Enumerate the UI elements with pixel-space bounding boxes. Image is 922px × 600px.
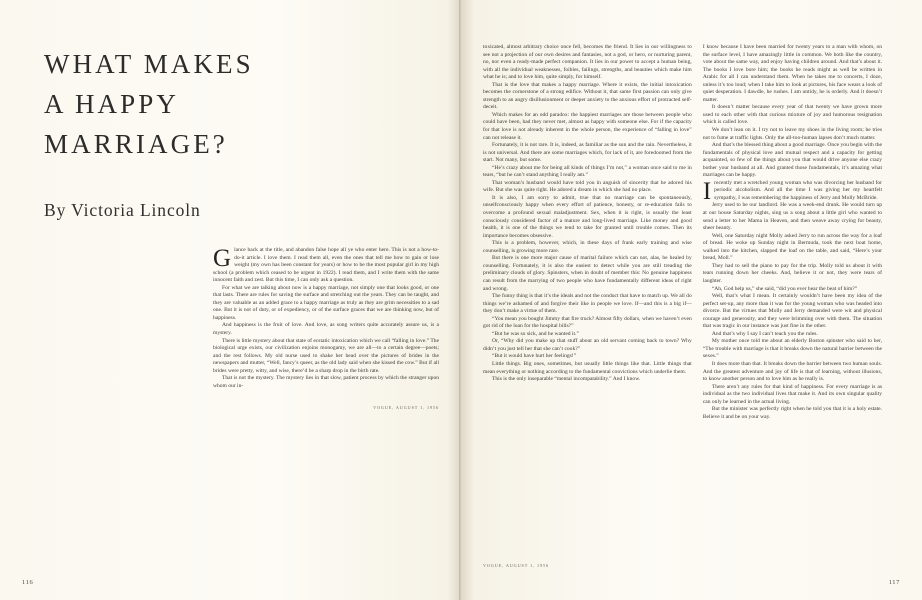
paragraph: It does more than that. It breaks down the barrier between two human souls. And the greatest adventure and joy of life is that of learning, without illusions, to know another person and to love him as he really is. — [702, 360, 882, 383]
paragraph: Well, that’s what I mean. It certainly wouldn’t have been my idea of the perfect set-up, any more than it was for the young woman who was headed into divorce. But the virtues that Molly and Jerry demanded were wit and physical courage and generosity, and they were brimming over with them. The situation that was tragic in our instance was just fine in the other. — [702, 293, 882, 330]
paragraph: I know because I have been married for twenty years to a man with whom, on the surface level, I have amazingly little in common. We both like the country, vote about the same way, and enjoy having children around. And that’s about it. The books I love bore him; the books he reads might as well be written in Arabic for all I can understand them. When he takes me to concerts, I doze, unless it’s too loud; when I take him to look at pictures, his face wears a look of quiet desperation. I dawdle, he rushes. I am untidy, he is orderly. And it doesn’t matter. — [702, 44, 882, 103]
headline-line-2: A HAPPY — [44, 89, 179, 119]
paragraph: There is little mystery about that state of ecstatic intoxication which we call “falling in love.” The biological urge exists, our civilization enjoins monogamy, we are all—to a certain degree—poets; and the rest follows. My old nurse used to shake her head over the pictures of brides in the newspapers and mutter, “Well, fancy’s queer, as the old lady said when she kissed the cow.” But if all brides were pretty, witty, and wise, there’d be a sharp drop in the birth rate. — [213, 337, 439, 374]
paragraph: The funny thing is that it’s the ideals and not the conduct that have to match up. We all do things we’re ashamed of and forgive their like in people we love. If—and this is a big if—they don’t make a virtue of them. — [483, 293, 692, 315]
column-three — [703, 44, 882, 421]
paragraph: And that’s why I say I can’t teach you the rules. — [711, 330, 818, 337]
paragraph: And happiness is the fruit of love. And love, as song writers quite accurately assure us, is a mystery. — [213, 322, 439, 337]
article-byline: By Victoria Lincoln — [44, 200, 201, 220]
dropcap-i: I — [702, 177, 712, 205]
paragraph: For what we are talking about now is a happy marriage, not simply one that looks good, or one that lasts. There are rules for saving the surface and stretching out the years. They can be taught, and they are valuable as an added grace to a happy marriage as truly as they are grim necessities to a sad one. But it is not of duty, or of expediency, or of the surface graces that we are thinking now, but of happiness. — [213, 284, 439, 321]
headline-line-1: WHAT MAKES — [44, 49, 254, 79]
paragraph: But there is one more major cause of marital failure which can not, alas, be healed by counselling. Fortunately, it is also the easiest to detect while you are still treading the preliminary clouds of glory. Spinsters, when in doubt of member this: No genuine happiness can result from the marrying of two people who have fundamentally different ideas of right and wrong. — [483, 255, 692, 292]
paragraph: Well, one Saturday night Molly asked Jerry to run across the way for a loaf of bread. He woke up Sunday night in Bermuda, took the next boat home, walked into the kitchen, slapped the loaf on the table, and said, “Here’s your bread, Moll.” — [702, 232, 882, 262]
page-footer-left: VOGUE, AUGUST 1, 1956 — [373, 405, 439, 411]
column-gap — [692, 44, 703, 421]
page-number-right: 117 — [888, 579, 900, 586]
paragraph: There aren’t any rules for that kind of happiness. For every marriage is as individual as the two individual lives that make it. And its own singular quality can only be learned in the actual living. — [702, 383, 882, 405]
paragraph: And that’s the blessed thing about a good marriage. Once you begin with the fundamentals of physical love and mutual respect and a capacity for getting acquainted, so few of the things about you that would drive anyone else crazy bother your husband at all. And granted those fundamentals, it’s amazing what marriages can be happy. — [702, 142, 882, 179]
paragraph: But the minister was perfectly right when he told you that it is a holy estate. Believe it and be on your way. — [702, 406, 882, 420]
paragraph: This is the only inseparable “mental incompatability.” And I know. — [492, 376, 641, 383]
paragraph-text: lance back at the title, and abandon false hope all ye who enter here. This is not a how-to-do-it article. I love them. I read them all, even the ones that tell me how to gain or lose weight (my own has been constant for years) or how to be the most popular girl in my high school (a problem which ceased to be urgent in 1922). I read them, and I write them with the same innocent faith and zest. But this time, I can only ask a question. — [213, 247, 439, 284]
paragraph: Which makes for an odd paradox: the happiest marriages are those between people who could have been, had they never met, almost as happy with someone else. For if the capacity for that love is not already inherent in the whole person, the experience of “falling in love” can not release it. — [483, 111, 692, 141]
paragraph: That woman’s husband would have told you in anguish of sincerity that he adored his wife. But she was quite right. He adored a dream in which she had no place. — [483, 179, 692, 194]
paragraph: This is a problem, however, which, in these days of frank early training and wise counselling, is growing more rare. — [483, 240, 692, 254]
paragraph: toxicated, almost arbitrary choice once fell, becomes the friend. It lies in our willingness to see not a projection of our own desires and fantasies, not a god, or hero, or nurturing parent, no, nor even a ready-made perfect companion. It lies in our power to accept a human being, with all the individual weaknesses, foibles, failings, strengths, and beauties which make him what he is; and to love him, quite simply, for himself. — [483, 44, 692, 81]
paragraph: “You mean you bought Jimmy that fire truck? Almost fifty dollars, when we haven’t even got rid of the loan for the hospital bills?” — [483, 315, 692, 330]
paragraph — [213, 247, 439, 285]
paragraph: “Ah, God help us,” she said, “did you ever hear the beat of him?” — [711, 285, 858, 292]
page-footer-right: VOGUE, AUGUST 1, 1956 — [483, 563, 549, 568]
paragraph — [702, 177, 882, 205]
paragraph-text: recently met a wretched young woman who was divorcing her husband for periodic alcoholism. And all the time I was giving her my heartfelt sympathy, I was remembering the happiness of Jerry and Molly McBride. — [714, 179, 882, 201]
left-page-columns — [44, 247, 439, 412]
paragraph: They had to sell the piano to pay for the trip. Molly told us about it with tears running down her cheeks. And, believe it or not, they were tears of laughter. — [702, 262, 882, 284]
paragraph: It doesn’t matter because every year of that twenty we have grown more used to each other with that curious mixture of joy and humorous resignation which is called love. — [702, 104, 882, 126]
paragraph: Little things. Big ones, sometimes, but usually little things like that. Little things that mean everything or nothing according to the fundamental convictions which underlie them. — [483, 360, 692, 375]
paragraph: My mother once told me about an elderly Boston spinster who said to her, “The trouble with marriage is that it breaks down the natural barrier between the sexes.” — [702, 338, 882, 360]
paragraph: “He’s crazy about me for being all kinds of things I’m not,” a woman once said to me in tears, “but he can’t stand anything I really am.” — [483, 164, 692, 179]
paragraph: Jerry used to be our landlord. He was a week-end drunk. He would turn up at our house Saturday nights, sing us a song about a little girl who wanted to send a letter to her Mama in Heaven, and then weave away crying for beauty, sheer beauty. — [702, 202, 882, 232]
paragraph: It is also, I am sorry to admit, true that no marriage can be spontaneously, unselfconsciously happy when every effort of patience, honesty, or re-education fails to overcome a profound sexual maladjustment. Sex, when it is right, is usually the least consciously considered factor of a mature and long-lived marriage. Like money and good health, it is one of the things we tend to take for granted until trouble comes. Then its importance becomes obsessive. — [483, 194, 692, 239]
paragraph: We don’t lean on it. I try not to leave my shoes in the living room; he tries not to fume at traffic lights. Only the all-too-human lapses don’t much matter. — [702, 127, 882, 141]
paragraph: “But he was so sick, and he wanted it.” — [492, 330, 579, 337]
column-one — [213, 247, 439, 412]
paragraph: “But it would have hurt her feelings!” — [492, 353, 577, 360]
column-two — [483, 44, 692, 421]
right-page — [461, 0, 922, 600]
headline-line-3: MARRIAGE? — [44, 129, 228, 159]
paragraph: That is not the mystery. The mystery lies in that slow, patient process by which the stranger upon whom our in- — [213, 375, 439, 389]
article-title-block — [44, 44, 439, 221]
dropcap-g: G — [213, 245, 232, 272]
page-number-left: 116 — [22, 579, 34, 586]
paragraph: That is the love that makes a happy marriage. Where it exists, the initial intoxication becomes the cornerstone of a strong edifice. Without it, that same first passion can only give strength to an angry disillusionment or deeper anxiety to the anxious effort of protracted self-deceit. — [483, 81, 692, 111]
right-page-columns — [483, 44, 882, 421]
paragraph: Or, “Why did you make up that stuff about an old servant coming back to town? Why didn’t you just tell her that she can’t cook?” — [483, 338, 692, 352]
paragraph: Fortunately, it is not rare. It is, indeed, as familiar as the sun and the rain. Nevertheless, it is not universal. And there are some marriages which, for lack of it, are foredoomed from the start. Not many, but some. — [483, 142, 692, 164]
